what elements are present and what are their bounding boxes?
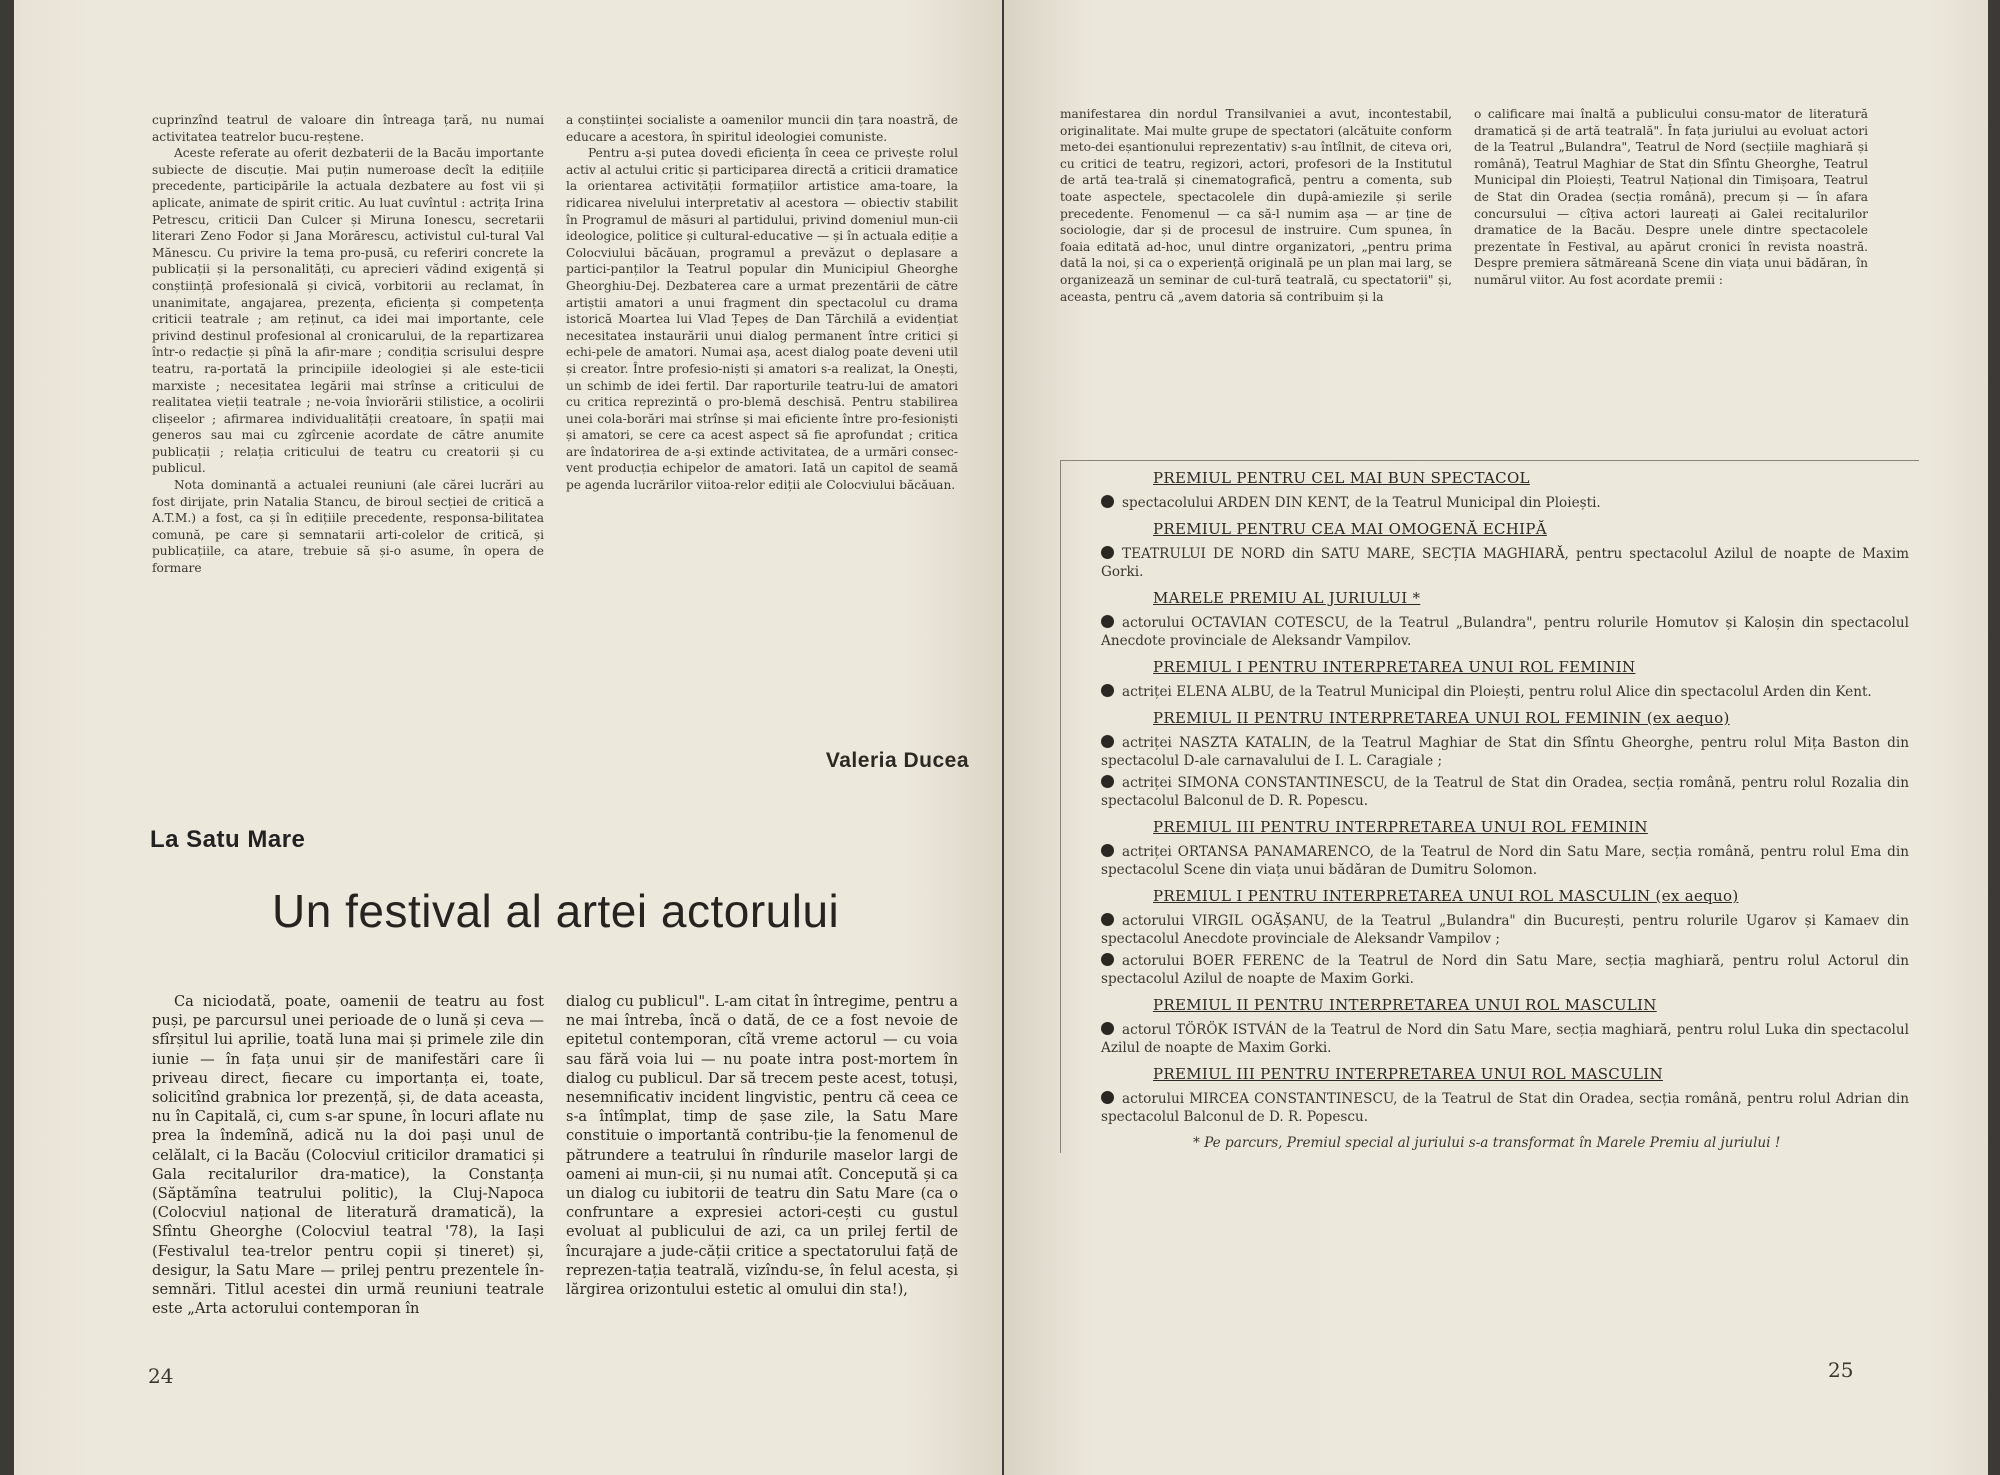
bullet-icon [1101,953,1114,966]
paragraph: Nota dominantă a actualei reuniuni (ale cărei lucrări au fost dirijate, prin Natalia Stancu, de biroul secției de critică a A.T.M.) a fost, ca și în edițiile precedente, responsa-bilitatea comună, pe care și semnatarii arti-colelor de critică, și publicațiile, ca atare, trebuie să și-o asume, în opera de formare [152,478,544,576]
award-heading: PREMIUL III PENTRU INTERPRETAREA UNUI ROL FEMININ [1153,818,1648,836]
bullet-icon [1101,684,1114,697]
award-heading: PREMIUL II PENTRU INTERPRETAREA UNUI ROL FEMININ (ex aequo) [1153,709,1730,727]
award-heading: PREMIUL II PENTRU INTERPRETAREA UNUI ROL MASCULIN [1153,996,1657,1014]
award-heading: PREMIUL III PENTRU INTERPRETAREA UNUI ROL MASCULIN [1153,1065,1663,1083]
bullet-icon [1101,495,1114,508]
award-item: actriței SIMONA CONSTANTINESCU, de la Teatrul de Stat din Oradea, secția română, pentru rolul Rozalia din spectacolul Balconul de D. R. Popescu. [1101,775,1909,809]
article-title: Un festival al artei actorului [272,885,840,937]
text-column-right-1 [1060,106,1452,305]
award-item: actorului MIRCEA CONSTANTINESCU, de la Teatrul de Stat din Oradea, secția română, pentru rolul Adrian din spectacolul Balconul de D. R. Popescu. [1101,1091,1909,1125]
paragraph: Aceste referate au oferit dezbaterii de la Bacău importante subiecte de discuție. Mai puțin numeroase decît la edițiile precedente, participările la actuala dezbatere au fost vii și aplicate, animate de spirit critic. Au luat cuvîntul : actrița Irina Petrescu, criticii Dan Culcer și Miruna Ionescu, secretarii literari Zeno Fodor și Jana Morărescu, activistul cul-tural Val Mănescu. Cu privire la tema pro-pusă, cu referiri concrete la publicații și la personalități, cu aprecieri vădind exigență și conștiință profesională și civică, vorbitorii au reclamat, în unanimitate, angajarea, prezența, eficiența și competența criticii teatrale ; am reținut, ca idei mai importante, cele privind destinul profesional al cronicarului, de la repartizarea într-o redacție și pînă la afir-mare ; condiția scrisului despre teatru, ra-portată la principiile ideologiei și ale este-ticii marxiste ; necesitatea legării mai strînse a criticului de realitatea vieții teatrale ; ne-voia înviorării stilistice, a ocolirii clișeelor ; afirmarea individualității creatoare, în spații mai generos sau mai cu zgîrcenie acordate de către anumite publicații ; relația criticului de teatru cu creatorii și cu publicul. [152,146,544,476]
bullet-icon [1101,913,1114,926]
bullet-icon [1101,735,1114,748]
award-item: actorul TÖRÖK ISTVÁN de la Teatrul de Nord din Satu Mare, secția maghiară, pentru rolul Luka din spectacolul Azilul de noapte de Maxim Gorki. [1101,1022,1909,1056]
bullet-icon [1101,546,1114,559]
text-column-left-1 [152,112,544,577]
author-signature: Valeria Ducea [825,749,969,772]
bullet-icon [1101,1091,1114,1104]
article-column-2 [566,992,958,1299]
award-heading: PREMIUL PENTRU CEL MAI BUN SPECTACOL [1153,469,1530,487]
award-item: actorului VIRGIL OGĂȘANU, de la Teatrul „Bulandra" din București, pentru rolurile Ugarov și Kamaev din spectacolul Anecdote provinciale de Aleksandr Vampilov ; [1101,913,1909,947]
bullet-icon [1101,1022,1114,1035]
award-item: actriței NASZTA KATALIN, de la Teatrul Maghiar de Stat din Sfîntu Gheorghe, pentru rolul Mița Baston din spectacolul D-ale carnavalului de I. L. Caragiale ; [1101,735,1909,769]
left-page [14,0,1002,1475]
paragraph: manifestarea din nordul Transilvaniei a avut, incontestabil, originalitate. Mai multe grupe de spectatori (alcătuite conform meto-dei eșantionului reprezentativ) s-au întîlnit, de citeva ori, cu critici de teatru, regizori, actori, profesori de la Institutul de artă tea-trală și cinematografică, pentru a comenta, sub toate aspectele, spectacolele din dupâ-amiezile și serile precedente. Fenomenul — ca să-l numim așa — ar ține de sociologie, dar și de procesul de instruire. Cum spunea, în foaia editată ad-hoc, unul dintre organizatori, „pentru prima dată la noi, și ca o experiență originală pe un plan mai larg, se organizează un seminar de cul-tură teatrală, cu spectatorii" și, aceasta, pentru că „avem datoria să contribuim și la [1060,107,1452,304]
award-heading: PREMIUL I PENTRU INTERPRETAREA UNUI ROL MASCULIN (ex aequo) [1153,887,1739,905]
award-item: actriței ORTANSA PANAMARENCO, de la Teatrul de Nord din Satu Mare, secția română, pentru rolul Ema din spectacolul Scene din viața unui bădăran de Dumitru Solomon. [1101,844,1909,878]
awards-list [1060,460,1919,1153]
award-item: TEATRULUI DE NORD din SATU MARE, SECȚIA MAGHIARĂ, pentru spectacolul Azilul de noapte de Maxim Gorki. [1101,546,1909,580]
article-column-1 [152,992,544,1318]
paragraph: Pentru a-și putea dovedi eficiența în ceea ce privește rolul activ al actului critic și participarea directă a criticii dramatice la orientarea activității formațiilor artistice ama-toare, la ridicarea nivelului interpretativ al acestora — obiectiv stabilit în Programul de măsuri al partidului, privind domeniul mun-cii ideologice, politice și cultural-educative — și în actuala ediție a Colocviului băcăuan, programul a prevăzut o deplasare a partici-panților la Teatrul popular din Municipiul Gheorghe Gheorghiu-Dej. Dezbaterea care a urmat prezentării de către artiștii amatori a unui fragment din spectacolul cu drama istorică Moartea lui Vlad Țepeș de Dan Tărchilă a evidențiat necesitatea instaurării unui dialog permanent între critici și echi-pele de amatori. Numai așa, acest dialog poate deveni util și creator. Între profesio-niști și amatori s-a realizat, la Onești, un schimb de idei fertil. Dar raporturile teatru-lui de amatori cu critica reprezintă o pro-blemă deschisă. Pentru stabilirea unei cola-borări mai strînse și mai eficiente între pro-fesioniști și amatori, se cere ca acest aspect să fie aprofundat ; critica are îndatorirea de a-și extinde activitatea, de a urmări consec-vent producția echipelor de amatori. Iată un capitol de seamă pe agenda lucrărilor viitoa-relor ediții ale Colocviului băcăuan. [566,146,958,493]
award-heading: MARELE PREMIU AL JURIULUI * [1153,589,1421,607]
bullet-icon [1101,775,1114,788]
paragraph: o calificare mai înaltă a publicului consu-mator de literatură dramatică și de artă teatrală". În fața juriului au evoluat actori de la Teatrul „Bulandra", Teatrul de Nord (secțiile maghiară și română), Teatrul Maghiar de Stat din Sfîntu Gheorghe, Teatrul Municipal din Ploiești, Teatrul Național din Timișoara, Teatrul de Stat din Oradea (secția română), precum și — în afara concursului — cîțiva actori laureați ai Galei recitalurilor dramatice de la Bacău. Despre unele dintre spectacolele prezentate în Festival, au apărut cronici în revista noastră. Despre premiera sătmăreană Scene din viața unui bădăran, în numărul viitor. Au fost acordate premii : [1474,107,1868,287]
bullet-icon [1101,844,1114,857]
paragraph: dialog cu publicul". L-am citat în întregime, pentru a ne mai întreba, încă o dată, de ce a fost nevoie de epitetul contemporan, cîtă vreme actorul — cu voia sau fără voia lui — nu poate intra post-mortem în dialog cu publicul. Dar să trecem peste acest, totuși, nesemnificativ incident lingvistic, pentru că ceea ce s-a întîmplat, timp de șase zile, la Satu Mare constituie o importantă contribu-ție la fenomenul de pătrundere a teatrului în rîndurile maselor largi de oameni ai mun-cii, și nu numai atît. Concepută și ca un dialog cu iubitorii de teatru din Satu Mare (ca o confruntare a expresiei actori-cești cu gustul evoluat al publicului de azi, ca un prilej fertil de încurajare a jude-cății critice a spectatorului față de reprezen-tația teatrală, vizîndu-se, în felul acesta, și lărgirea orizontului estetic al omului din sta!), [566,993,958,1299]
award-item: spectacolului ARDEN DIN KENT, de la Teatrul Municipal din Ploiești. [1101,494,1919,512]
awards-footnote: * Pe parcurs, Premiul special al juriului s-a transformat în Marele Premiu al juriului ! [1193,1135,1781,1151]
text-column-left-2 [566,112,958,494]
award-heading: PREMIUL I PENTRU INTERPRETAREA UNUI ROL FEMININ [1153,658,1636,676]
award-heading: PREMIUL PENTRU CEA MAI OMOGENĂ ECHIPĂ [1153,520,1547,538]
text-column-right-2 [1474,106,1868,289]
section-label: La Satu Mare [150,826,306,853]
paragraph: Ca niciodată, poate, oamenii de teatru au fost puși, pe parcursul unei perioade de o lună și ceva — sfîrșitul lui aprilie, toată luna mai și primele zile din iunie — în fața unui șir de manifestări care îi priveau direct, fiecare cu importanța ei, toate, solicitînd grabnica lor prezență, și, de data aceasta, nu în Capitală, ci, cum s-ar spune, în locuri aflate nu prea la îndemînă, adică nu la doi pași unul de celălalt, ci la Bacău (Colocviul criticilor dramatici și Gala recitalurilor dra-matice), la Constanța (Săptămîna teatrului politic), la Cluj-Napoca (Colocviul național de literatură dramatică), la Sfîntu Gheorghe (Colocviul teatral '78), la Iași (Festivalul tea-trelor pentru copii și tineret) și, desigur, la Satu Mare — prilej pentru prezentele în-semnări. Titlul acestei din urmă reuniuni teatrale este „Arta actorului contemporan în [152,993,544,1318]
award-item: actorului OCTAVIAN COTESCU, de la Teatrul „Bulandra", pentru rolurile Homutov și Kaloșin din spectacolul Anecdote provinciale de Aleksandr Vampilov. [1101,615,1909,649]
award-item: actorului BOER FERENC de la Teatrul de Nord din Satu Mare, secția maghiară, pentru rolul Actorul din spectacolul Azilul de noapte de Maxim Gorki. [1101,953,1909,987]
paragraph: cuprinzînd teatrul de valoare din întreaga țară, nu numai activitatea teatrelor bucu-reștene. [152,113,544,144]
page-number: 24 [148,1364,174,1388]
page-number: 25 [1828,1358,1854,1382]
right-page [1004,0,1988,1475]
award-item: actriței ELENA ALBU, de la Teatrul Municipal din Ploiești, pentru rolul Alice din spectacolul Arden din Kent. [1101,683,1919,701]
paragraph: a conștiinței socialiste a oamenilor muncii din țara noastră, de educare a acestora, în spiritul ideologiei comuniste. [566,113,958,144]
bullet-icon [1101,615,1114,628]
